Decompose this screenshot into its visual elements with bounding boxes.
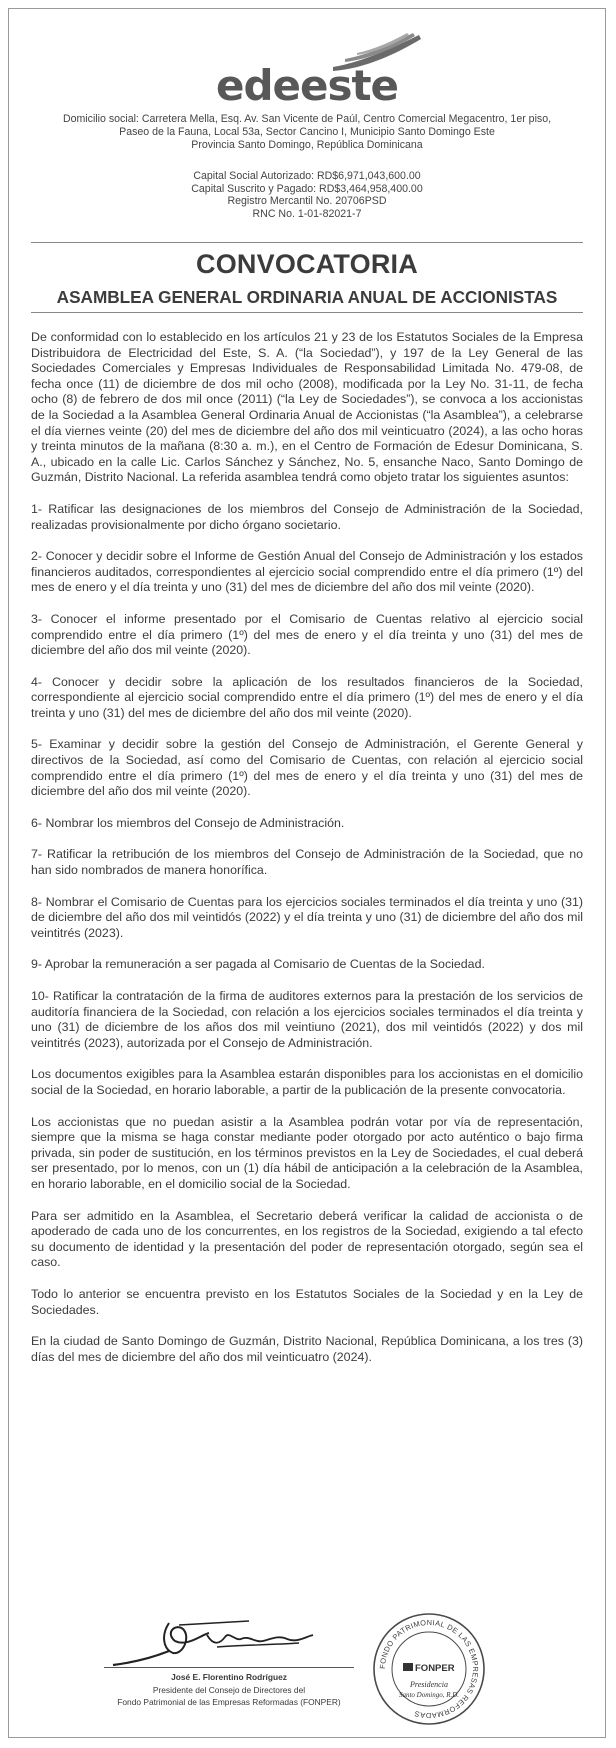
signature-line [104, 1667, 354, 1668]
address-line: Paseo de la Fauna, Local 53a, Sector Cancino I, Municipio Santo Domingo Este [119, 126, 495, 138]
seal-ring-text: FONDO PATRIMONIAL DE LAS EMPRESAS REFORMADAS [377, 1617, 481, 1721]
agenda-item: 3- Conocer el informe presentado por el Comisario de Cuentas relativo al ejercicio social comprendido entre el día primero (1º) del mes de enero y el día treinta y uno (31) del mes de diciembre del año dos mil veinte (2020). [31, 611, 583, 658]
document-body [31, 330, 583, 1381]
agenda-item: 5- Examinar y decidir sobre la gestión del Consejo de Administración, el Gerente General y directivos de la Sociedad, así como del Comisario de Cuentas, con relación al ejercicio social comprendido entre el día primero (1º) del mes de enero y el día treinta y uno (31) del mes de diciembre del año dos mil veinte (2020). [31, 737, 583, 799]
company-address [39, 113, 575, 152]
agenda-item: 7- Ratificar la retribución de los miembros del Consejo de Administración de la Sociedad, que no han sido nombrados de manera honorífica. [31, 847, 583, 878]
agenda-item: 2- Conocer y decidir sobre el Informe de Gestión Anual del Consejo de Administración y los estados financieros auditados, correspondientes al ejercicio social comprendido entre el día primero (1º) del mes de enero y el día treinta y uno (31) del mes de diciembre del año dos mil veinte (2020). [31, 549, 583, 595]
top-divider [31, 242, 583, 243]
seal-office-text: Presidencia [410, 1680, 448, 1689]
signatory-name: José E. Florentino Rodríguez [171, 1672, 287, 1682]
capital-line: Capital Suscrito y Pagado: RD$3,464,958,400.00 [191, 182, 423, 195]
capital-line: RNC No. 1-01-82021-7 [252, 207, 362, 220]
agenda-item: 1- Ratificar las designaciones de los miembros del Consejo de Administración de la Sociedad, realizadas provisionalmente por dicho órgano societario. [31, 501, 583, 532]
capital-line: Registro Mercantil No. 20706PSD [227, 195, 387, 208]
capital-line: Capital Social Autorizado: RD$6,971,043,600.00 [193, 170, 421, 182]
address-line: Domicilio social: Carretera Mella, Esq. Av. San Vicente de Paúl, Centro Comercial Megacentro, 1er piso, [62, 113, 552, 125]
fonper-seal-icon [371, 1611, 487, 1727]
body-paragraph: Todo lo anterior se encuentra previsto en los Estatutos Sociales de la Sociedad y en la Ley de Sociedades. [31, 1286, 583, 1317]
capital-info [9, 170, 605, 220]
agenda-item: 10- Ratificar la contratación de la firma de auditores externos para la prestación de los servicios de auditoría financiera de la Sociedad, con relación a los ejercicios sociales terminados el día treinta y uno (31) de diciembre de los años dos mil veintiuno (2021), dos mil veintidós (2022) y dos mil veintitrés (2023), autorizada por el Consejo de Administración. [31, 989, 583, 1050]
body-paragraph: Los documentos exigibles para la Asamblea estarán disponibles para los accionistas en el domicilio social de la Sociedad, en horario laborable, a partir de la publicación de la presente convocatoria. [31, 1067, 583, 1097]
signature-block [9, 1611, 605, 1741]
address-line: Provincia Santo Domingo, República Dominicana [191, 139, 423, 151]
document-title: CONVOCATORIA [196, 249, 418, 279]
intro-paragraph: De conformidad con lo establecido en los artículos 21 y 23 de los Estatutos Sociales de la Empresa Distribuidora de Electricidad del Este, S. A. (“la Sociedad”), y 197 de la Ley General de las Sociedades Comerciales y Empresas Individuales de Responsabilidad Limitada No. 479-08, de fecha once (11) de diciembre de dos mil ocho (2008), modificada por la Ley No. 31-11, de fecha ocho (8) de febrero de dos mil once (2011) (“la Ley de Sociedades”), se convoca a los accionistas de la Sociedad a la Asamblea General Ordinaria Anual de Accionistas (“la Asamblea”), a celebrarse el día viernes veinte (20) del mes de diciembre del año dos mil veinticuatro (2024), a las ocho horas y treinta minutos de la mañana (8:30 a. m.), en el Centro de Formación de Edesur Dominicana, S. A., ubicado en la calle Lic. Carlos Sánchez y Sánchez, No. 5, ensanche Naco, Santo Domingo de Guzmán, Distrito Nacional. La referida asamblea tendrá como objeto tratar los siguientes asuntos: [31, 330, 583, 485]
signatory-org: Fondo Patrimonial de las Empresas Reformadas (FONPER) [117, 1697, 341, 1708]
logo-wordmark: edeeste [215, 61, 399, 110]
agenda-item: 4- Conocer y decidir sobre la aplicación de los resultados financieros de la Sociedad, correspondiente al ejercicio social comprendido entre el día primero (1º) del mes de enero y el día treinta y uno (31) del mes de diciembre del año dos mil veinte (2020). [31, 674, 583, 720]
agenda-item: 8- Nombrar el Comisario de Cuentas para los ejercicios sociales terminados el día treinta y uno (31) de diciembre del año dos mil veintidós (2022) y el día treinta y uno (31) de diciembre del año dos mil veintitrés (2023). [31, 894, 583, 940]
handwritten-signature-icon [109, 1615, 319, 1671]
seal-center-text: FONPER [415, 1663, 455, 1674]
company-logo [9, 33, 605, 110]
agenda-item: 6- Nombrar los miembros del Consejo de Administración. [31, 815, 345, 830]
document-page [8, 8, 606, 1738]
body-paragraph: Los accionistas que no puedan asistir a la Asamblea podrán votar por vía de representación, siempre que la misma se haga constar mediante poder otorgado por acto auténtico o bajo firma privada, sin poder de sustitución, en los términos previstos en la Ley de Sociedades, el cual deberá ser presentado, por lo menos, con un (1) día hábil de anticipación a la celebración de la Asamblea, en horario laborable, en el domicilio social de la Sociedad. [31, 1114, 583, 1191]
date-paragraph: En la ciudad de Santo Domingo de Guzmán, Distrito Nacional, República Dominicana, a los tres (3) días del mes de diciembre del año dos mil veinticuatro (2024). [31, 1334, 583, 1364]
seal-place-text: Santo Domingo, R.D. [398, 1691, 460, 1699]
signatory-info [79, 1671, 379, 1709]
signatory-role: Presidente del Consejo de Directores del [152, 1684, 306, 1695]
document-subtitle: ASAMBLEA GENERAL ORDINARIA ANUAL DE ACCIONISTAS [56, 287, 558, 307]
body-paragraph: Para ser admitido en la Asamblea, el Secretario deberá verificar la calidad de accionista o de apoderado de cada uno de los concurrentes, en los registros de la Sociedad, exigiendo a tal efecto su documento de identidad y la presentación del poder de representación otorgado, según sea el caso. [31, 1208, 583, 1270]
bottom-divider [31, 312, 583, 313]
agenda-item: 9- Aprobar la remuneración a ser pagada al Comisario de Cuentas de la Sociedad. [31, 957, 485, 972]
